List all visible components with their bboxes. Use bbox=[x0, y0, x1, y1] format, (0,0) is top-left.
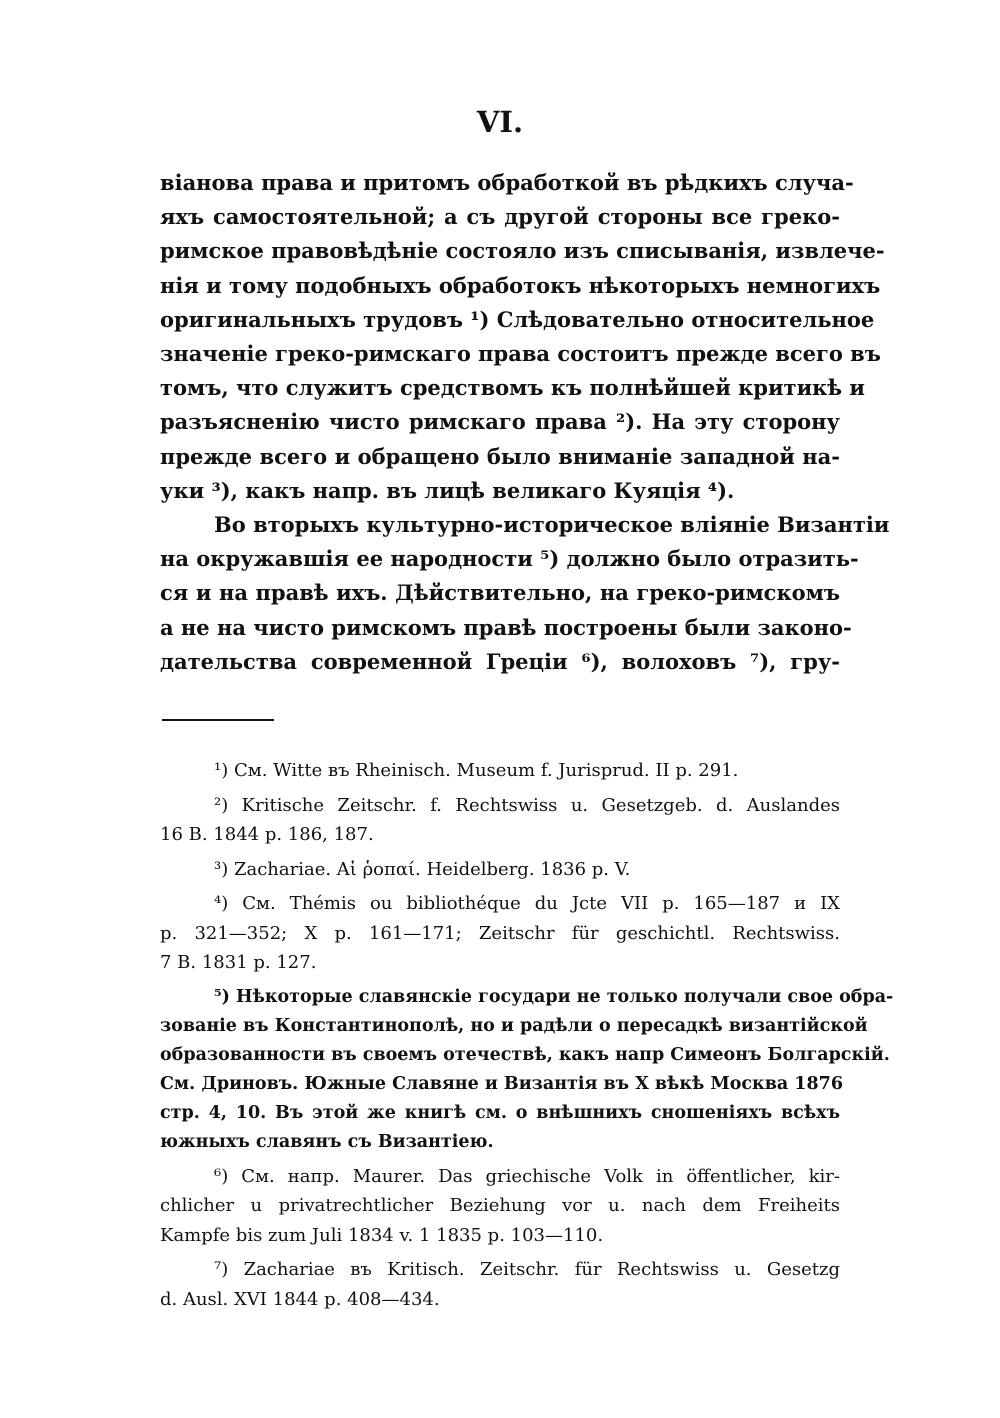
footnote-line: chlicher u privatrechtlicher Beziehung vor u. nach dem Freiheits bbox=[160, 1195, 840, 1216]
footnote-line: южныхъ славянъ съ Византіею. bbox=[160, 1131, 494, 1152]
footnote-3 bbox=[160, 855, 840, 885]
footnote-line: зованіе въ Константинополѣ, но и радѣли о пересадкѣ византійской bbox=[160, 1015, 868, 1036]
text-line: віанова права и притомъ обработкой въ рѣдкихъ случа- bbox=[160, 170, 854, 195]
text-line: оригинальныхъ трудовъ ¹) Слѣдовательно относительное bbox=[160, 306, 875, 332]
footnote-line: d. Ausl. XVI 1844 p. 408—434. bbox=[160, 1288, 440, 1310]
footnote-line: ⁵) Нѣкоторые славянскіе государи не только получали свое обра- bbox=[214, 986, 894, 1007]
footnote-line: ²) Kritische Zeitschr. f. Rechtswiss u. Gesetzgeb. d. Auslandes bbox=[214, 794, 840, 816]
footnote-6 bbox=[160, 1162, 840, 1251]
text-line: на окружавшія ее народности ⁵) должно было отразить- bbox=[160, 546, 859, 572]
text-line: разъясненію чисто римскаго права ²). На эту сторону bbox=[160, 409, 840, 435]
page-number: VI. bbox=[476, 105, 524, 139]
text-line: яхъ самостоятельной; а съ другой стороны все греко- bbox=[160, 204, 840, 230]
footnote-line: См. Дриновъ. Южные Славяне и Византія въ X вѣкѣ Москва 1876 bbox=[160, 1073, 843, 1094]
text-line: нія и тому подобныхъ обработокъ нѣкоторыхъ немногихъ bbox=[160, 272, 881, 298]
text-line: римское правовѣдѣніе состояло изъ списыванія, извлече- bbox=[160, 238, 885, 264]
footnote-line: ¹) См. Witte въ Rheinisch. Museum f. Jurisprud. II p. 291. bbox=[214, 760, 739, 781]
footnote-line: 16 B. 1844 p. 186, 187. bbox=[160, 824, 374, 845]
text-line: уки ³), какъ напр. въ лицѣ великаго Куяція ⁴). bbox=[160, 477, 735, 503]
footnote-7 bbox=[160, 1255, 840, 1314]
footnote-separator bbox=[162, 719, 274, 721]
footnote-line: образованности въ своемъ отечествѣ, какъ напр Симеонъ Болгарскій. bbox=[160, 1044, 890, 1065]
text-line: ся и на правѣ ихъ. Дѣйствительно, на греко-римскомъ bbox=[160, 580, 840, 606]
footnote-4 bbox=[160, 889, 840, 978]
text-line: дательства современной Греціи ⁶), волоховъ ⁷), гру- bbox=[160, 648, 840, 674]
text-line: значеніе греко-римскаго права состоитъ прежде всего въ bbox=[160, 341, 881, 367]
footnote-line: p. 321—352; X p. 161—171; Zeitschr für geschichtl. Rechtswiss. bbox=[160, 922, 840, 944]
footnote-1 bbox=[160, 756, 840, 786]
footnote-line: стр. 4, 10. Въ этой же книгѣ см. о внѣшнихъ сношеніяхъ всѣхъ bbox=[160, 1102, 840, 1123]
text-line: Во вторыхъ культурно-историческое вліяніе Византіи bbox=[214, 512, 890, 538]
paragraph-1 bbox=[160, 166, 885, 508]
text-line: а не на чисто римскомъ правѣ построены были законо- bbox=[160, 614, 852, 640]
footnotes bbox=[160, 756, 894, 1319]
footnote-5 bbox=[160, 983, 894, 1157]
footnote-line: ³) Zachariae. Αἱ ῥοπαί. Heidelberg. 1836 p. V. bbox=[214, 858, 631, 880]
main-text bbox=[160, 166, 890, 679]
footnote-line: ⁶) См. напр. Maurer. Das griechische Volk in öffentlicher, kir- bbox=[214, 1165, 840, 1187]
footnote-line: Kampfe bis zum Juli 1834 v. 1 1835 p. 103—110. bbox=[160, 1224, 604, 1246]
text-line: прежде всего и обращено было вниманіе западной на- bbox=[160, 443, 840, 469]
footnote-line: 7 B. 1831 p. 127. bbox=[160, 952, 317, 973]
footnote-line: ⁴) См. Thémis ou bibliothéque du Jcte VII p. 165—187 и IX bbox=[214, 893, 840, 914]
footnote-line: ⁷) Zachariae въ Kritisch. Zeitschr. für Rechtswiss u. Gesetzg bbox=[214, 1259, 840, 1280]
paragraph-2 bbox=[160, 508, 890, 679]
text-line: томъ, что служитъ средствомъ къ полнѣйшей критикѣ и bbox=[160, 375, 865, 401]
footnote-2 bbox=[160, 791, 840, 850]
